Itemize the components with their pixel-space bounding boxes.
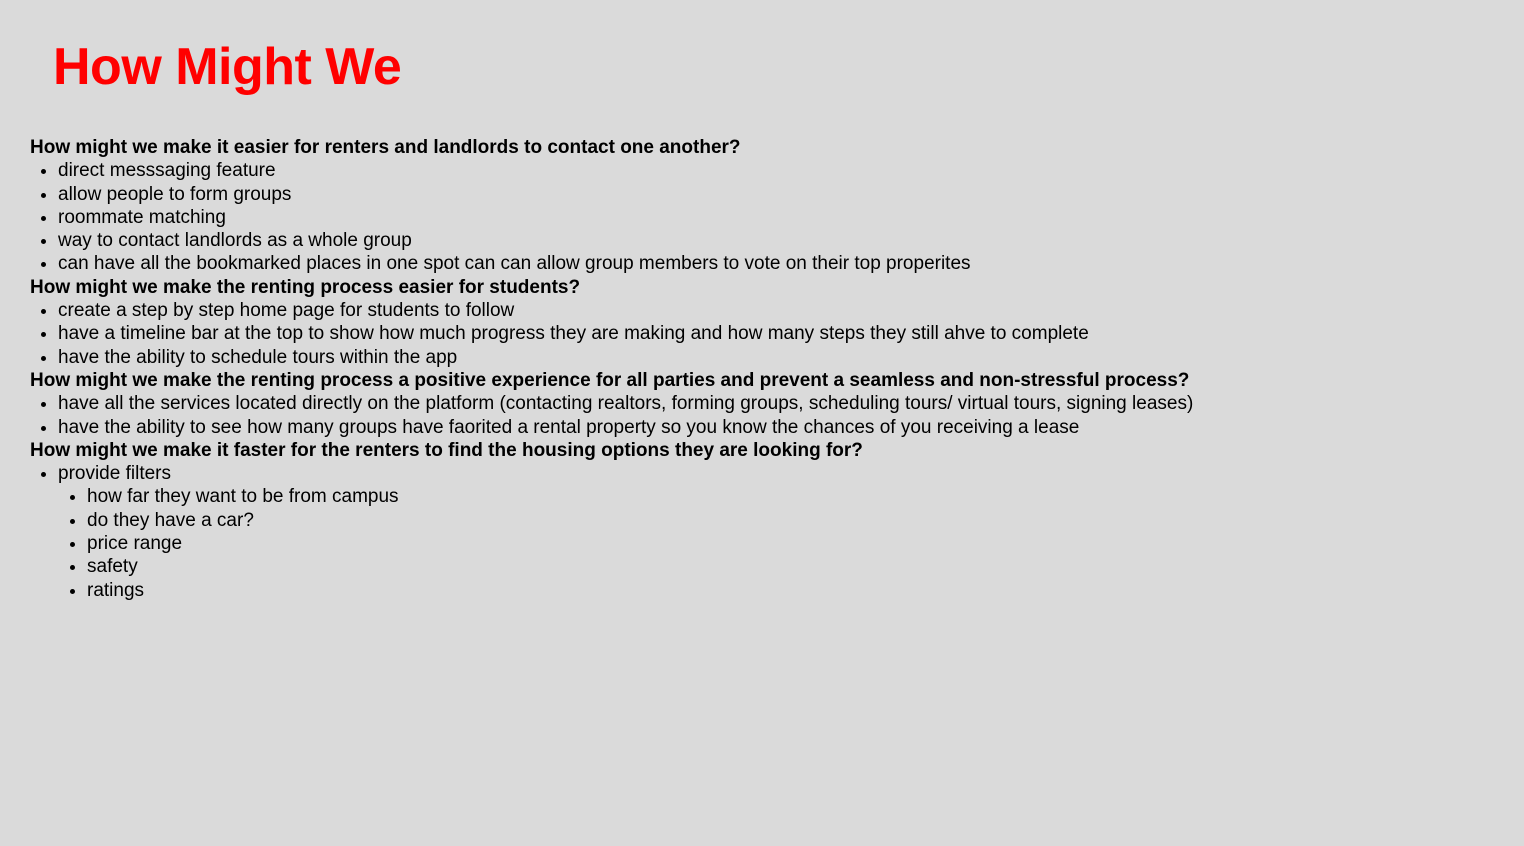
list-item: • roommate matching bbox=[58, 206, 1245, 229]
list-item-label: provide filters bbox=[58, 463, 171, 485]
list-item: • have a timeline bar at the top to show how much progress they are making and how many steps they still ahve to complete bbox=[58, 322, 1245, 345]
hmw-content bbox=[30, 136, 1245, 602]
list-item: • have the ability to schedule tours within the app bbox=[58, 346, 1245, 369]
sublist-item: • how far they want to be from campus bbox=[87, 485, 1245, 508]
list-item: • direct messsaging feature bbox=[58, 159, 1245, 182]
question-3: How might we make the renting process a positive experience for all parties and prevent a seamless and non-stressful process? bbox=[30, 369, 1190, 391]
list-item bbox=[58, 462, 1245, 602]
list-item: • can have all the bookmarked places in one spot can can allow group members to vote on their top properites bbox=[58, 252, 1245, 275]
sublist-item: • safety bbox=[87, 555, 1245, 578]
answer-list-4 bbox=[30, 462, 1245, 602]
answer-list-3 bbox=[30, 392, 1245, 439]
sublist-item: • do they have a car? bbox=[87, 509, 1245, 532]
filter-sublist bbox=[58, 485, 1245, 601]
question-4: How might we make it faster for the renters to find the housing options they are looking for? bbox=[30, 439, 863, 461]
sublist-item: • ratings bbox=[87, 579, 1245, 602]
list-item: • allow people to form groups bbox=[58, 183, 1245, 206]
question-2: How might we make the renting process easier for students? bbox=[30, 276, 581, 298]
question-1: How might we make it easier for renters and landlords to contact one another? bbox=[30, 137, 741, 158]
page-title: How Might We bbox=[53, 38, 402, 96]
answer-list-2 bbox=[30, 299, 1245, 369]
list-item: • way to contact landlords as a whole group bbox=[58, 229, 1245, 252]
list-item: • create a step by step home page for students to follow bbox=[58, 299, 1245, 322]
answer-list-1 bbox=[30, 159, 1245, 275]
list-item: • have all the services located directly on the platform (contacting realtors, forming groups, scheduling tours/ virtual tours, signing leases) bbox=[58, 392, 1245, 415]
sublist-item: • price range bbox=[87, 532, 1245, 555]
list-item: • have the ability to see how many groups have faorited a rental property so you know the chances of you receiving a lease bbox=[58, 416, 1245, 439]
